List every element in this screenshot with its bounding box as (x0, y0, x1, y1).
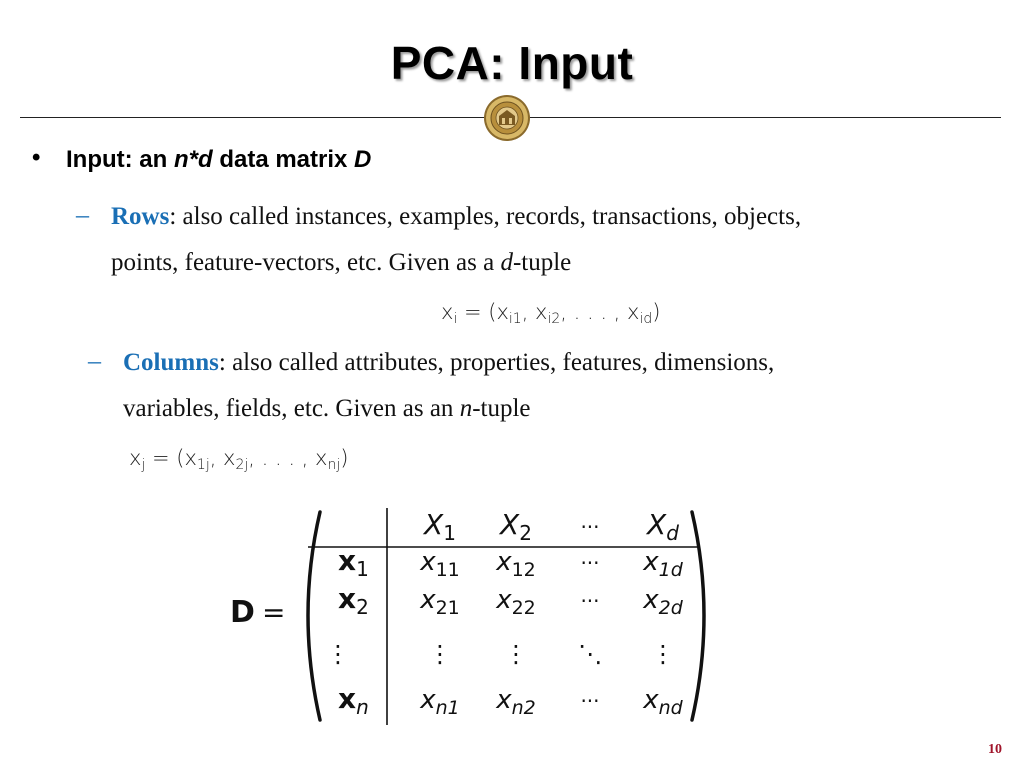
matrix-cell: $x_{11}$ (420, 547, 460, 581)
matrix-cell: ··· (580, 589, 600, 613)
row-equation (441, 300, 660, 327)
row-eq-m1: , x (521, 300, 548, 324)
matrix-col-header: $X_1$ (424, 508, 456, 545)
row-eq-s2: i2 (547, 311, 561, 327)
matrix-cell: $x_{nd}$ (643, 685, 683, 719)
bullet-dot: • (32, 144, 41, 171)
bullet-D: D (354, 146, 372, 173)
columns-text (123, 340, 983, 432)
columns-line2a: variables, fields, etc. Given as an (123, 395, 460, 422)
row-eq-eq: = (x (457, 300, 509, 324)
matrix-cell: $x_{12}$ (496, 547, 536, 581)
matrix-row-header: $x_2$ (338, 582, 369, 619)
col-eq-s3: nj (327, 457, 341, 473)
col-eq-eq: = (x (145, 446, 197, 470)
matrix-cell: $x_{n1}$ (420, 685, 460, 719)
matrix-cell: $x_{22}$ (496, 585, 536, 619)
slide-title: PCA: Input (390, 37, 634, 89)
matrix-right-paren (692, 512, 704, 720)
col-eq-m1: , x (209, 446, 236, 470)
row-eq-lhs-sub: i (453, 311, 458, 327)
matrix-row-header: $x_n$ (338, 682, 369, 719)
col-eq-lhs: x (129, 446, 142, 470)
matrix-row-header: ⋮ (326, 640, 350, 668)
col-eq-lhs-sub: j (141, 457, 146, 473)
rows-dash: – (76, 200, 89, 229)
matrix-col-header: ··· (580, 515, 600, 539)
bullet-prefix: Input: an (66, 146, 174, 173)
matrix-cell: $x_{1d}$ (643, 547, 683, 581)
bullet-text (66, 146, 371, 174)
col-eq-m2: , . . . , x (248, 446, 328, 470)
bullet-mid: data matrix (212, 146, 355, 173)
bullet-nd: n*d (173, 146, 213, 173)
matrix-left-paren (308, 512, 320, 720)
rows-line2c: -tuple (512, 249, 572, 276)
matrix-cell: ··· (580, 551, 600, 575)
data-matrix-figure (220, 500, 720, 730)
matrix-lhs: D (230, 595, 255, 630)
university-seal-icon (483, 94, 531, 142)
col-eq-s2: 2j (235, 457, 249, 473)
matrix-col-header: $X_d$ (647, 508, 679, 545)
page-number: 10 (988, 742, 1002, 757)
col-eq-s1: 1j (196, 457, 210, 473)
columns-line1: : also called attributes, properties, features, dimensions, (218, 349, 775, 376)
column-equation (129, 446, 348, 473)
columns-dash: – (88, 346, 101, 375)
matrix-cell: ⋮ (504, 640, 528, 668)
matrix-cell: ··· (580, 689, 600, 713)
columns-line2c: -tuple (472, 395, 531, 422)
row-eq-m2: , . . . , x (560, 300, 640, 324)
matrix-cell: $x_{21}$ (420, 585, 460, 619)
rows-line2b: d (500, 249, 513, 276)
matrix-row-header: $x_1$ (338, 544, 369, 581)
matrix-equals: = (262, 596, 286, 629)
matrix-cell: ⋮ (651, 640, 675, 668)
rows-keyword: Rows (111, 203, 170, 230)
row-eq-lhs: x (441, 300, 454, 324)
matrix-cell: $x_{2d}$ (643, 585, 683, 619)
rows-line2a: points, feature-vectors, etc. Given as a (111, 249, 501, 276)
matrix-cell: $x_{n2}$ (496, 685, 536, 719)
rows-text (111, 194, 971, 286)
columns-keyword: Columns (123, 349, 219, 376)
matrix-cell: ⋮ (428, 640, 452, 668)
col-eq-end: ) (340, 446, 349, 470)
row-eq-s3: id (639, 311, 653, 327)
matrix-cells (326, 508, 684, 719)
matrix-col-header: $X_2$ (500, 508, 532, 545)
row-eq-s1: i1 (508, 311, 522, 327)
row-eq-end: ) (652, 300, 661, 324)
rows-line1: : also called instances, examples, records, transactions, objects, (169, 203, 802, 230)
matrix-cell: ⋱ (578, 640, 602, 668)
columns-line2b: n (459, 395, 473, 422)
